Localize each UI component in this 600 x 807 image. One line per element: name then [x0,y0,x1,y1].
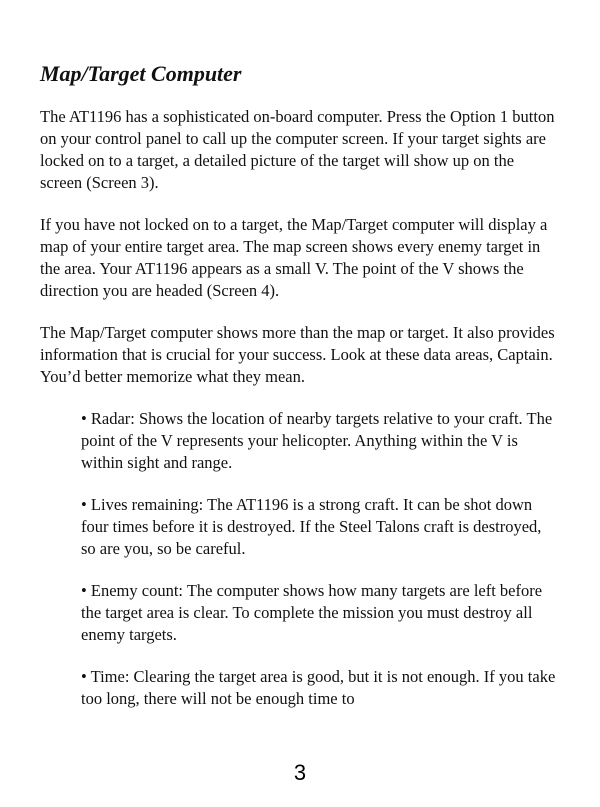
paragraph-map-display: If you have not locked on to a target, the Map/Target computer will display a map of your entire target area. The map screen shows every enemy target in the area. Your AT1196 appears as a small V. The point of the V shows the direction you are headed (Screen 4). [40,215,548,300]
bullet-enemy-count: • Enemy count: The computer shows how many targets are left before the target area is clear. To complete the mission you must destroy all enemy targets. [81,581,543,644]
bullet-lives-remaining: • Lives remaining: The AT1196 is a strong craft. It can be shot down four times before it is destroyed. If the Steel Talons craft is destroyed, so are you, so be careful. [81,495,542,558]
page-number: 3 [293,760,307,785]
bullet-time: • Time: Clearing the target area is good, but it is not enough. If you take too long, there will not be enough time to [81,667,556,708]
paragraph-computer-intro: The AT1196 has a sophisticated on-board computer. Press the Option 1 button on your control panel to call up the computer screen. If your target sights are locked on to a target, a detailed picture of the target will show up on the screen (Screen 3). [40,107,555,192]
paragraph-data-areas: The Map/Target computer shows more than the map or target. It also provides information that is crucial for your success. Look at these data areas, Captain. You’d better memorize what they mean. [40,323,555,386]
bullet-radar: • Radar: Shows the location of nearby targets relative to your craft. The point of the V represents your helicopter. Anything within the V is within sight and range. [81,409,553,472]
section-heading: Map/Target Computer [40,61,242,86]
